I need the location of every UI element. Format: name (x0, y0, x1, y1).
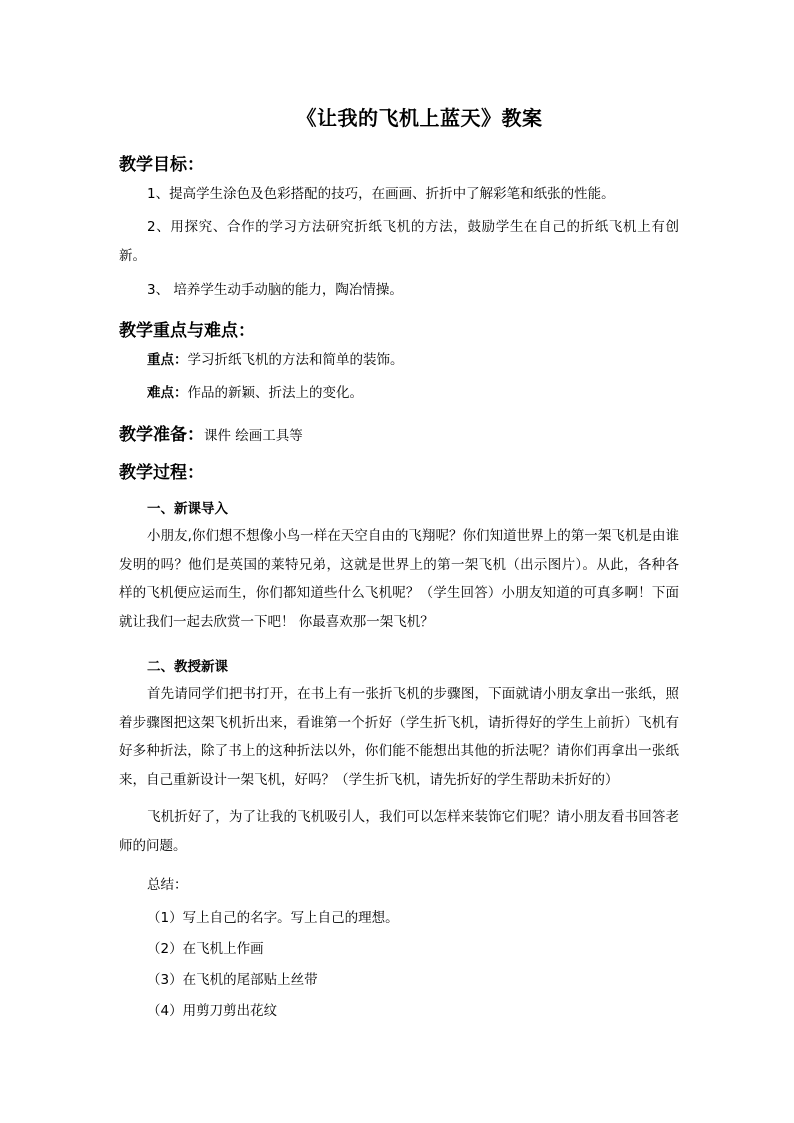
summary-item-1: （1）写上自己的名字。写上自己的理想。 (147, 910, 399, 926)
summary-label: 总结： (147, 877, 188, 893)
key-point (119, 346, 679, 375)
section2-title: 二、教授新课 (147, 659, 228, 675)
key-text: 学习折纸飞机的方法和简单的装饰。 (187, 352, 404, 368)
difficulty-text: 作品的新颖、折法上的变化。 (187, 385, 363, 401)
objective-1: 1、提高学生涂色及色彩搭配的技巧，在画画、折折中了解彩笔和纸张的性能。 (147, 186, 615, 202)
difficulty-label: 难点： (147, 385, 188, 401)
difficulty-point (119, 379, 679, 408)
key-label: 重点： (147, 352, 188, 368)
preparation-text: 课件 绘画工具等 (204, 428, 303, 444)
objectives-heading: 教学目标： (119, 155, 204, 175)
section1-title: 一、新课导入 (147, 501, 228, 517)
preparation-line (119, 420, 303, 445)
summary-item-2: （2）在飞机上作画 (147, 941, 264, 957)
section2-text1: 首先请同学们把书打开，在书上有一张折飞机的步骤图，下面就请小朋友拿出一张纸，照着步骤图把这架飞机折出来，看谁第一个折好（学生折飞机，请折得好的学生上前折）飞机有好多种折法，除了书上的这种折法以外，你们能不能想出其他的折法呢？请你们再拿出一张纸来，自己重新设计一架飞机，好吗？（学生折飞机，请先折好的学生帮助未折好的） (119, 686, 679, 788)
summary-item-3: （3）在飞机的尾部贴上丝带 (147, 972, 318, 988)
process-heading: 教学过程： (119, 463, 204, 483)
objective-3: 3、 培养学生动手动脑的能力，陶冶情操。 (147, 282, 403, 298)
section1-text: 小朋友,你们想不想像小鸟一样在天空自由的飞翔呢？你们知道世界上的第一架飞机是由谁发明的吗？他们是英国的莱特兄弟，这就是世界上的第一架飞机（出示图片）。从此，各种各样的飞机便应运而生，你们都知道些什么飞机呢？（学生回答）小朋友知道的可真多啊！下面就让我们一起去欣赏一下吧！ 你最喜欢那一架飞机？ (119, 528, 679, 630)
preparation-heading: 教学准备： (119, 425, 204, 445)
section2-text2: 飞机折好了，为了让我的飞机吸引人，我们可以怎样来装饰它们呢？请小朋友看书回答老师的问题。 (119, 809, 679, 854)
objective-2: 2、用探究、合作的学习方法研究折纸飞机的方法，鼓励学生在自己的折纸飞机上有创新。 (119, 219, 679, 264)
summary-item-4: （4）用剪刀剪出花纹 (147, 1003, 278, 1019)
key-points-heading: 教学重点与难点： (119, 321, 255, 341)
document-title: 《让我的飞机上蓝天》教案 (296, 106, 543, 130)
